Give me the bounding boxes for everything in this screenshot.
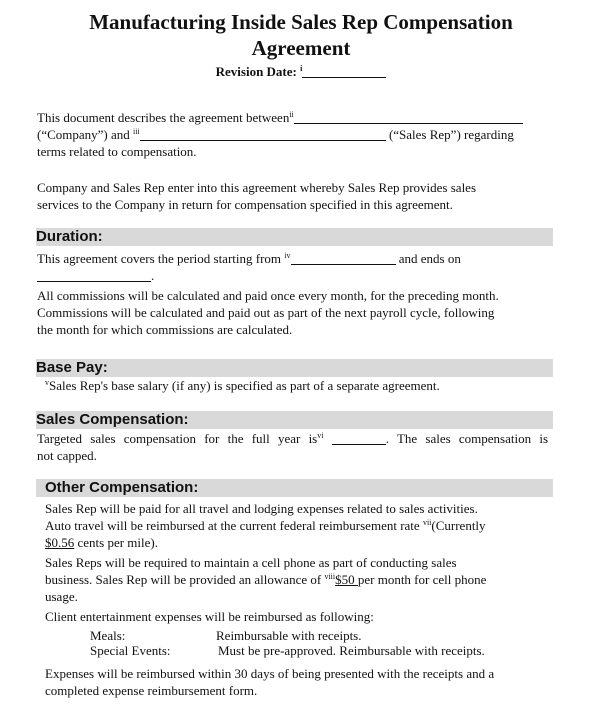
duration-line-1 [37, 251, 461, 267]
other-comp-paragraph-2-line-1: Sales Reps will be required to maintain a cell phone as part of conducting sales [45, 555, 457, 570]
intro-line-2 [37, 127, 514, 143]
sales-comp-line-2: not capped. [37, 448, 97, 463]
section-heading-duration [36, 228, 553, 246]
other-comp-line-3 [45, 535, 158, 551]
intro-line-3: terms related to compensation. [37, 144, 197, 159]
endnote-marker-iii: iii [133, 127, 140, 136]
other-comp-text: cents per mile). [74, 535, 158, 550]
other-comp-text: per month for cell phone [357, 572, 487, 587]
meals-label: Meals: [90, 628, 126, 643]
duration-paragraph-2-line-3: the month for which commissions are calculated. [37, 322, 293, 337]
revision-date [0, 64, 602, 80]
section-heading-other-compensation [36, 479, 553, 497]
duration-text: . [151, 268, 155, 283]
duration-line-2 [37, 268, 154, 284]
duration-text: This agreement covers the period starting from [37, 251, 285, 266]
intro-paragraph-2-line-2: services to the Company in return for compensation specified in this agreement. [37, 197, 453, 212]
endnote-marker-viii: viii [324, 572, 336, 581]
endnote-marker-iv: iv [284, 251, 291, 260]
other-comp-text: Auto travel will be reimbursed at the current federal reimbursement rate [45, 518, 423, 533]
other-comp-paragraph-2-line-3: usage. [45, 589, 78, 604]
cell-phone-allowance-value: $50 [335, 572, 358, 587]
base-pay-text: Sales Rep's base salary (if any) is specified as part of a separate agreement. [49, 378, 440, 393]
meals-value: Reimbursable with receipts. [216, 628, 362, 643]
endnote-marker-v: v [45, 378, 49, 387]
company-name-blank[interactable] [294, 111, 523, 124]
entertainment-intro: Client entertainment expenses will be reimbursed as following: [45, 609, 374, 624]
duration-text: and ends on [395, 251, 461, 266]
section-heading-text: Other Compensation: [45, 479, 199, 496]
mileage-rate-value: $0.56 [45, 535, 75, 550]
sales-comp-line-1 [37, 431, 548, 447]
sales-comp-text: Targeted sales compensation for the full year is [37, 431, 318, 446]
start-date-blank[interactable] [291, 252, 396, 265]
endnote-marker-i: i [300, 64, 303, 73]
duration-paragraph-2-line-1: All commissions will be calculated and paid once every month, for the preceding month. [37, 288, 499, 303]
revision-date-label: Revision Date: [215, 64, 297, 79]
section-heading-text: Duration: [36, 228, 103, 245]
duration-paragraph-2-line-2: Commissions will be calculated and paid out as part of the next payroll cycle, following [37, 305, 495, 320]
endnote-marker-ii: ii [289, 110, 294, 119]
reimbursement-line-1: Expenses will be reimbursed within 30 days of being presented with the receipts and a [45, 666, 495, 681]
section-heading-text: Base Pay: [36, 359, 108, 376]
intro-text: (“Company”) and [37, 127, 134, 142]
special-events-value: Must be pre-approved. Reimbursable with receipts. [218, 643, 485, 658]
other-comp-text: (Currently [431, 518, 486, 533]
other-comp-paragraph-2-line-2 [45, 572, 486, 588]
end-date-blank[interactable] [37, 269, 151, 282]
other-comp-line-2 [45, 518, 486, 534]
base-pay-line-1 [45, 378, 440, 394]
revision-date-blank[interactable] [302, 65, 386, 78]
other-comp-text: business. Sales Rep will be provided an allowance of [45, 572, 325, 587]
intro-paragraph-2-line-1: Company and Sales Rep enter into this agreement whereby Sales Rep provides sales [37, 180, 477, 195]
target-compensation-blank[interactable] [332, 432, 386, 445]
section-heading-text: Sales Compensation: [36, 411, 189, 428]
sales-comp-text: . The sales compensation is [385, 431, 548, 446]
other-comp-line-1: Sales Rep will be paid for all travel and lodging expenses related to sales activities. [45, 501, 478, 516]
endnote-marker-vii: vii [422, 518, 432, 527]
document-title-line-1: Manufacturing Inside Sales Rep Compensation [89, 10, 513, 34]
intro-line-1 [37, 110, 523, 126]
special-events-label: Special Events: [90, 643, 171, 658]
intro-text: (“Sales Rep”) regarding [388, 127, 514, 142]
intro-text: This document describes the agreement between [37, 110, 290, 125]
section-heading-base-pay [36, 359, 553, 377]
endnote-marker-vi: vi [317, 431, 324, 440]
sales-rep-name-blank[interactable] [140, 128, 386, 141]
document-title-line-2: Agreement [251, 36, 351, 60]
reimbursement-line-2: completed expense reimbursement form. [45, 683, 258, 698]
section-heading-sales-compensation [36, 411, 553, 429]
